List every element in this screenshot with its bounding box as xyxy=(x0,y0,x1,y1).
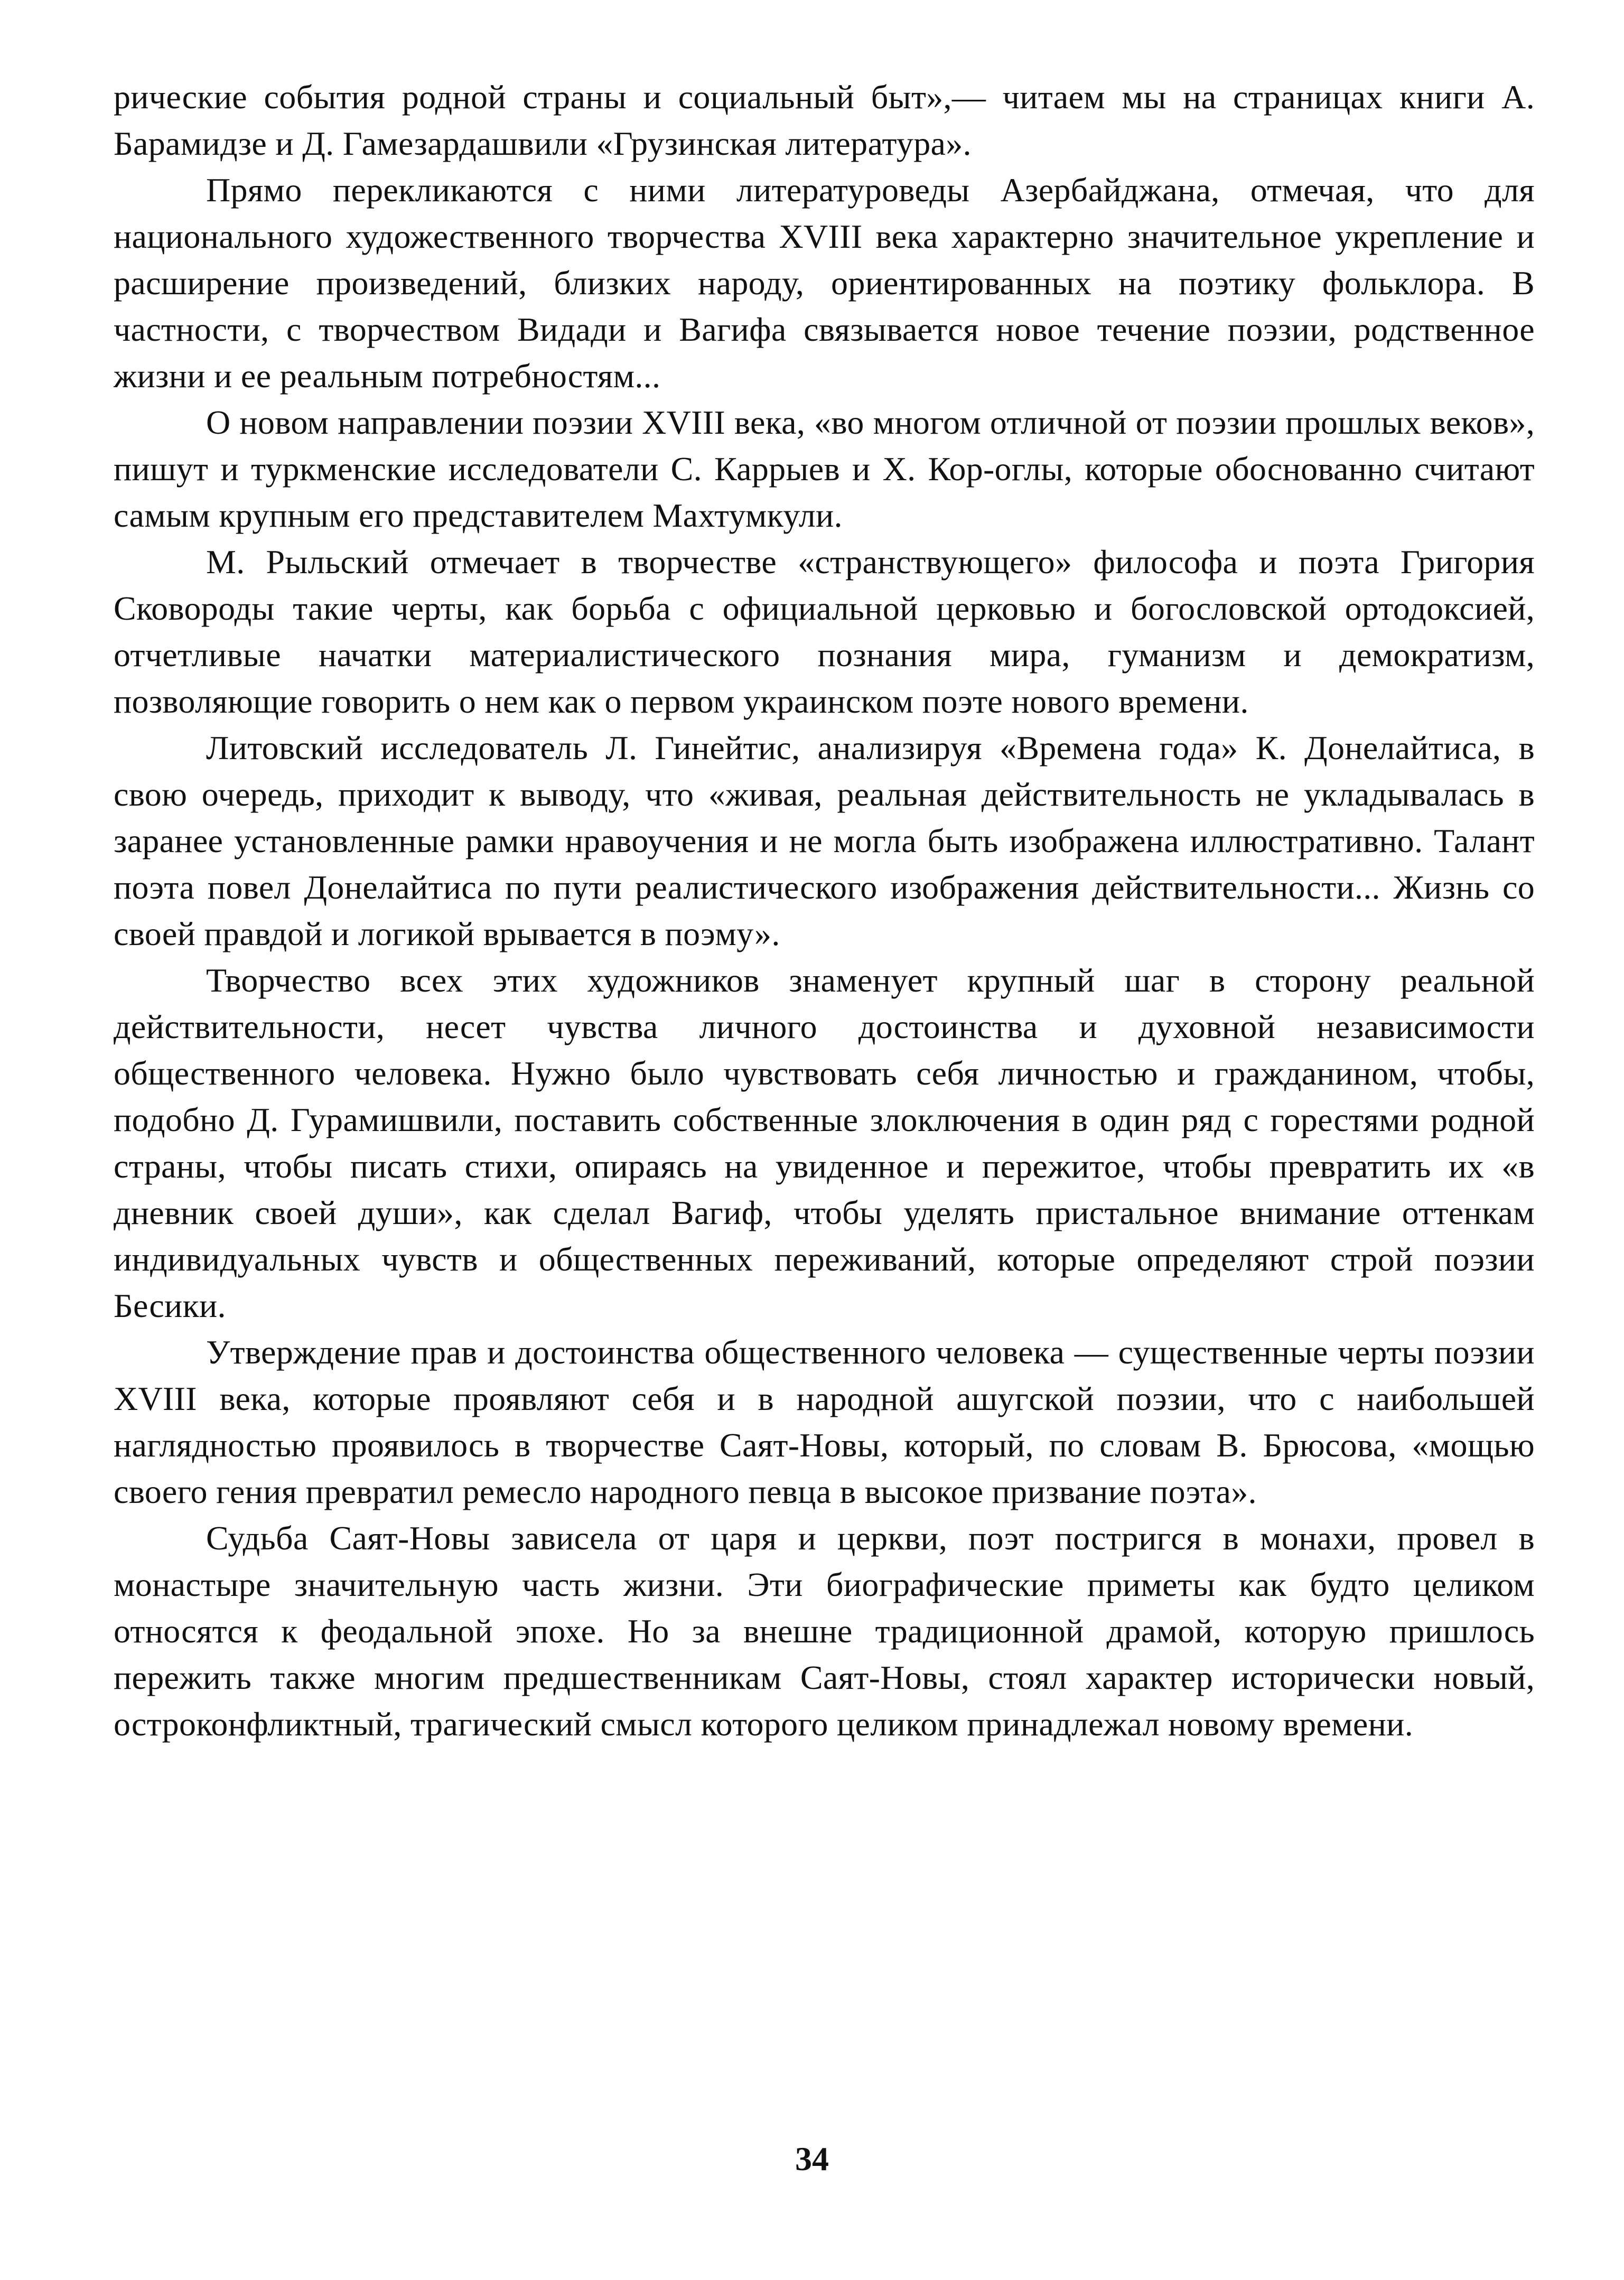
page-body xyxy=(114,74,1535,1748)
paragraph-1: рические события родной страны и социальный быт»,— читаем мы на страницах книги А. Барамидзе и Д. Гамезардашвили «Грузинская литература». xyxy=(114,78,1535,162)
paragraph-8: Судьба Саят-Новы зависела от царя и церкви, поэт постригся в монахи, провел в монастыре значительную часть жизни. Эти биографические приметы как будто целиком относятся к феодальной эпохе. Но за внешне традиционной драмой, которую пришлось пережить также многим предшественникам Саят-Новы, стоял характер исторически новый, остроконфликтный, трагический смысл которого целиком принадлежал новому времени. xyxy=(114,1519,1535,1743)
paragraph-2: Прямо перекликаются с ними литературоведы Азербайджана, отмечая, что для национального художественного творчества XVIII века характерно значительное укрепление и расширение произведений, близких народу, ориентированных на поэтику фольклора. В частности, с творчеством Видади и Вагифа связывается новое течение поэзии, родственное жизни и ее реальным потребностям... xyxy=(114,171,1535,395)
paragraph-7: Утверждение прав и достоинства общественного человека — существенные черты поэзии XVIII века, которые проявляют себя и в народной ашугской поэзии, что с наибольшей наглядностью проявилось в творчестве Саят-Новы, который, по словам В. Брюсова, «мощью своего гения превратил ремесло народного певца в высокое призвание поэта». xyxy=(114,1333,1535,1510)
paragraph-6: Творчество всех этих художников знаменует крупный шаг в сторону реальной действительности, несет чувства личного достоинства и духовной независимости общественного человека. Нужно было чувствовать себя личностью и гражданином, чтобы, подобно Д. Гурамишвили, поставить собственные злоключения в один ряд с горестями родной страны, чтобы писать стихи, опираясь на увиденное и пережитое, чтобы превратить их «в дневник своей души», как сделал Вагиф, чтобы уделять пристальное внимание оттенкам индивидуальных чувств и общественных переживаний, которые определяют строй поэзии Бесики. xyxy=(114,961,1535,1324)
paragraph-3: О новом направлении поэзии XVIII века, «во многом отличной от поэзии прошлых веков», пишут и туркменские исследователи С. Каррыев и Х. Кор-оглы, которые обоснованно считают самым крупным его представителем Махтумкули. xyxy=(114,404,1535,534)
page-number: 34 xyxy=(795,2140,829,2178)
paragraph-4: М. Рыльский отмечает в творчестве «странствующего» философа и поэта Григория Сковороды такие черты, как борьба с официальной церковью и богословской ортодоксией, отчетливые начатки материалистического познания мира, гуманизм и демократизм, позволяющие говорить о нем как о первом украинском поэте нового времени. xyxy=(114,543,1535,720)
paragraph-5: Литовский исследователь Л. Гинейтис, анализируя «Времена года» К. Донелайтиса, в свою очередь, приходит к выводу, что «живая, реальная действительность не укладывалась в заранее установленные рамки нравоучения и не могла быть изображена иллюстративно. Талант поэта повел Донелайтиса по пути реалистического изображения действительности... Жизнь со своей правдой и логикой врывается в поэму». xyxy=(114,729,1535,952)
